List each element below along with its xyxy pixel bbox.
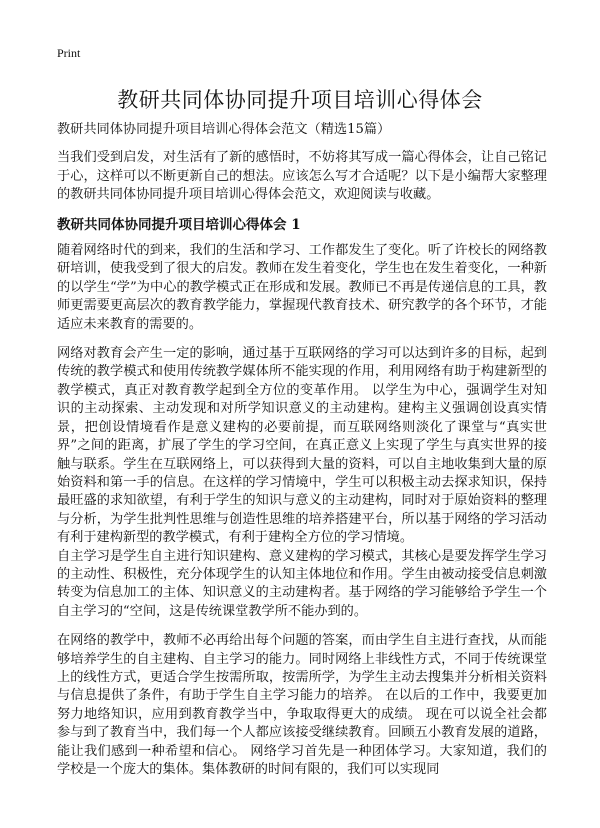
body-paragraph-3: 自主学习是学生自主进行知识建构、意义建构的学习模式，其核心是要发挥学生学习的主动性、积极性，充分体现学生的认知主体地位和作用。学生由被动接受信息刺激转变为信息加工的主体、知识意义的主动建构者。基于网络的学习能够给予学生一个自主学习的“空间，这是传统课堂教学所不能办到的。 [57, 548, 547, 619]
body-paragraph-1: 随着网络时代的到来，我们的生活和学习、工作都发生了变化。听了许校长的网络教研培训，使我受到了很大的启发。教师在发生着变化，学生也在发生着变化，一种新的以学生“学”为中心的教学模式正在形成和发展。教师已不再是传递信息的工具，教师更需要更高层次的教育教学能力，掌握现代教育技术、研究教学的各个环节，才能适应未来教育的需要的。 [57, 243, 547, 332]
intro-paragraph: 当我们受到启发，对生活有了新的感悟时，不妨将其写成一篇心得体会，让自己铭记于心，这样可以不断更新自己的想法。应该怎么写才合适呢？以下是小编帮大家整理的教研共同体协同提升项目培训心得体会范文，欢迎阅读与收藏。 [57, 150, 547, 203]
page-title: 教研共同体协同提升项目培训心得体会 [117, 88, 483, 112]
document-subtitle: 教研共同体协同提升项目培训心得体会范文（精选15篇） [57, 122, 391, 137]
document-body [57, 121, 547, 790]
print-label: Print [57, 46, 81, 60]
section-heading: 教研共同体协同提升项目培训心得体会 1 [57, 216, 301, 233]
body-paragraph-2: 网络对教育会产生一定的影响，通过基于互联网络的学习可以达到许多的目标，起到传统的教学模式和使用传统教学媒体所不能实现的作用，利用网络有助于构建新型的教学模式，真正对教育教学起到全方位的变革作用。 以学生为中心，强调学生对知识的主动探索、主动发现和对所学知识意义的主动建构。建构主义强调创设真实情景，把创设情境看作是意义建构的必要前提，而互联网络则淡化了课堂与“真实世界”之间的距离，扩展了学生的学习空间，在真正意义上实现了学生与真实世界的接触与联系。学生在互联网络上，可以获得到大量的资料，可以自主地收集到大量的原始资料和第一手的信息。在这样的学习情境中，学生可以积极主动去探求知识，保持最旺盛的求知欲望，有利于学生的知识与意义的主动建构，同时对于原始资料的整理与分析，为学生批判性思维与创造性思维的培养搭建平台，所以基于网络的学习活动有利于建构新型的教学模式，有利于建构全方位的学习情境。 [57, 346, 547, 546]
body-paragraph-4: 在网络的教学中，教师不必再给出每个问题的答案，而由学生自主进行查找，从而能够培养学生的自主建构、自主学习的能力。同时网络上非线性方式，不同于传统课堂上的线性方式，更适合学生按需所取，按需所学，为学生主动去搜集并分析相关资料与信息提供了条件，有助于学生自主学习能力的培养。 在以后的工作中，我要更加努力地络知识，应用到教育教学当中，争取取得更大的成绩。 现在可以说全社会都参与到了教育当中，我们每一个人都应该接受继续教育。回顾五小教育发展的道路，能让我们感到一种希望和信心。 网络学习首先是一种团体学习。大家知道，我们的学校是一个庞大的集体。集体教研的时间有限的，我们可以实现同 [57, 633, 547, 777]
